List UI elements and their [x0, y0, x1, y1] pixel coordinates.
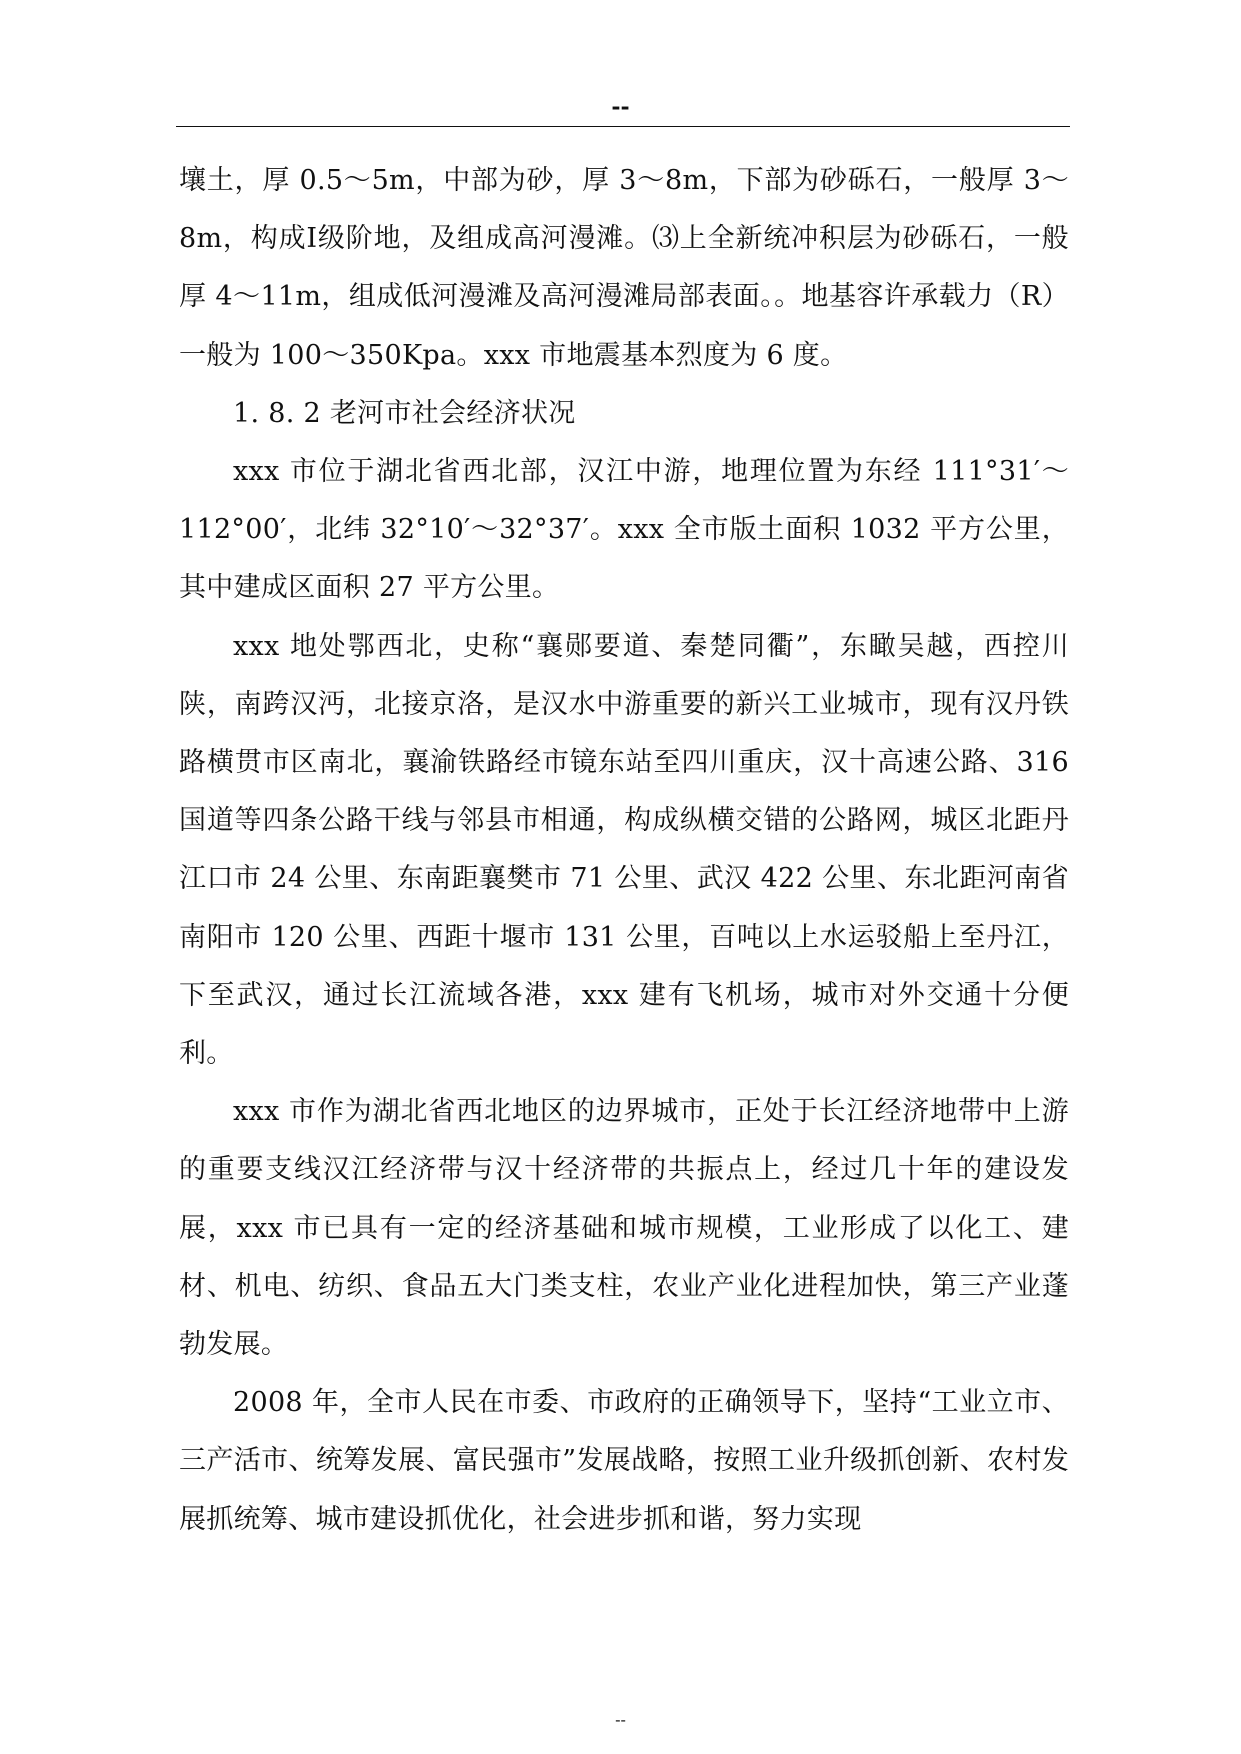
paragraph-transportation: xxx 地处鄂西北，史称“襄郧要道、秦楚同衢”，东瞰吴越，西控川陕，南跨汉沔，北接京洛，是汉水中游重要的新兴工业城市，现有汉丹铁路横贯市区南北，襄渝铁路经市镜东站至四川重庆，汉十高速公路、316 国道等四条公路干线与邻县市相通，构成纵横交错的公路网，城区北距丹江口市 24 公里、东南距襄樊市 71 公里、武汉 422 公里、东北距河南省南阳市 120 公里、西距十堰市 131 公里，百吨以上水运驳船上至丹江，下至武汉，通过长江流域各港，xxx 建有飞机场，城市对外交通十分便利。	[179, 630, 1069, 1070]
header-divider	[176, 126, 1070, 127]
section-heading-1-8-2: 1. 8. 2 老河市社会经济状况	[233, 397, 576, 429]
paragraph-geology-continued: 壤土，厚 0.5～5m，中部为砂，厚 3～8m，下部为砂砾石，一般厚 3～8m，构成Ⅰ级阶地，及组成高河漫滩。⑶上全新统冲积层为砂砾石，一般厚 4～11m，组成低河漫滩及高河漫滩局部表面。。地基容许承载力（R）一般为 100～350Kpa。xxx 市地震基本烈度为 6 度。	[179, 165, 1069, 371]
paragraph-economy: xxx 市作为湖北省西北地区的边界城市，正处于长江经济地带中上游的重要支线汉江经济带与汉十经济带的共振点上，经过几十年的建设发展，xxx 市已具有一定的经济基础和城市规模，工业形成了以化工、建材、机电、纺织、食品五大门类支柱，农业产业化进程加快，第三产业蓬勃发展。	[179, 1096, 1069, 1361]
page-footer-mark: --	[615, 1710, 626, 1729]
paragraph-location: xxx 市位于湖北省西北部，汉江中游，地理位置为东经 111°31′～112°00′，北纬 32°10′～32°37′。xxx 全市版土面积 1032 平方公里，其中建成区面积 27 平方公里。	[179, 456, 1069, 604]
page-header-mark: --	[611, 94, 630, 120]
paragraph-2008-strategy: 2008 年，全市人民在市委、市政府的正确领导下，坚持“工业立市、三产活市、统筹发展、富民强市”发展战略，按照工业升级抓创新、农村发展抓统筹、城市建设抓优化，社会进步抓和谐，努力实现	[179, 1387, 1069, 1535]
document-body	[179, 152, 1069, 1549]
